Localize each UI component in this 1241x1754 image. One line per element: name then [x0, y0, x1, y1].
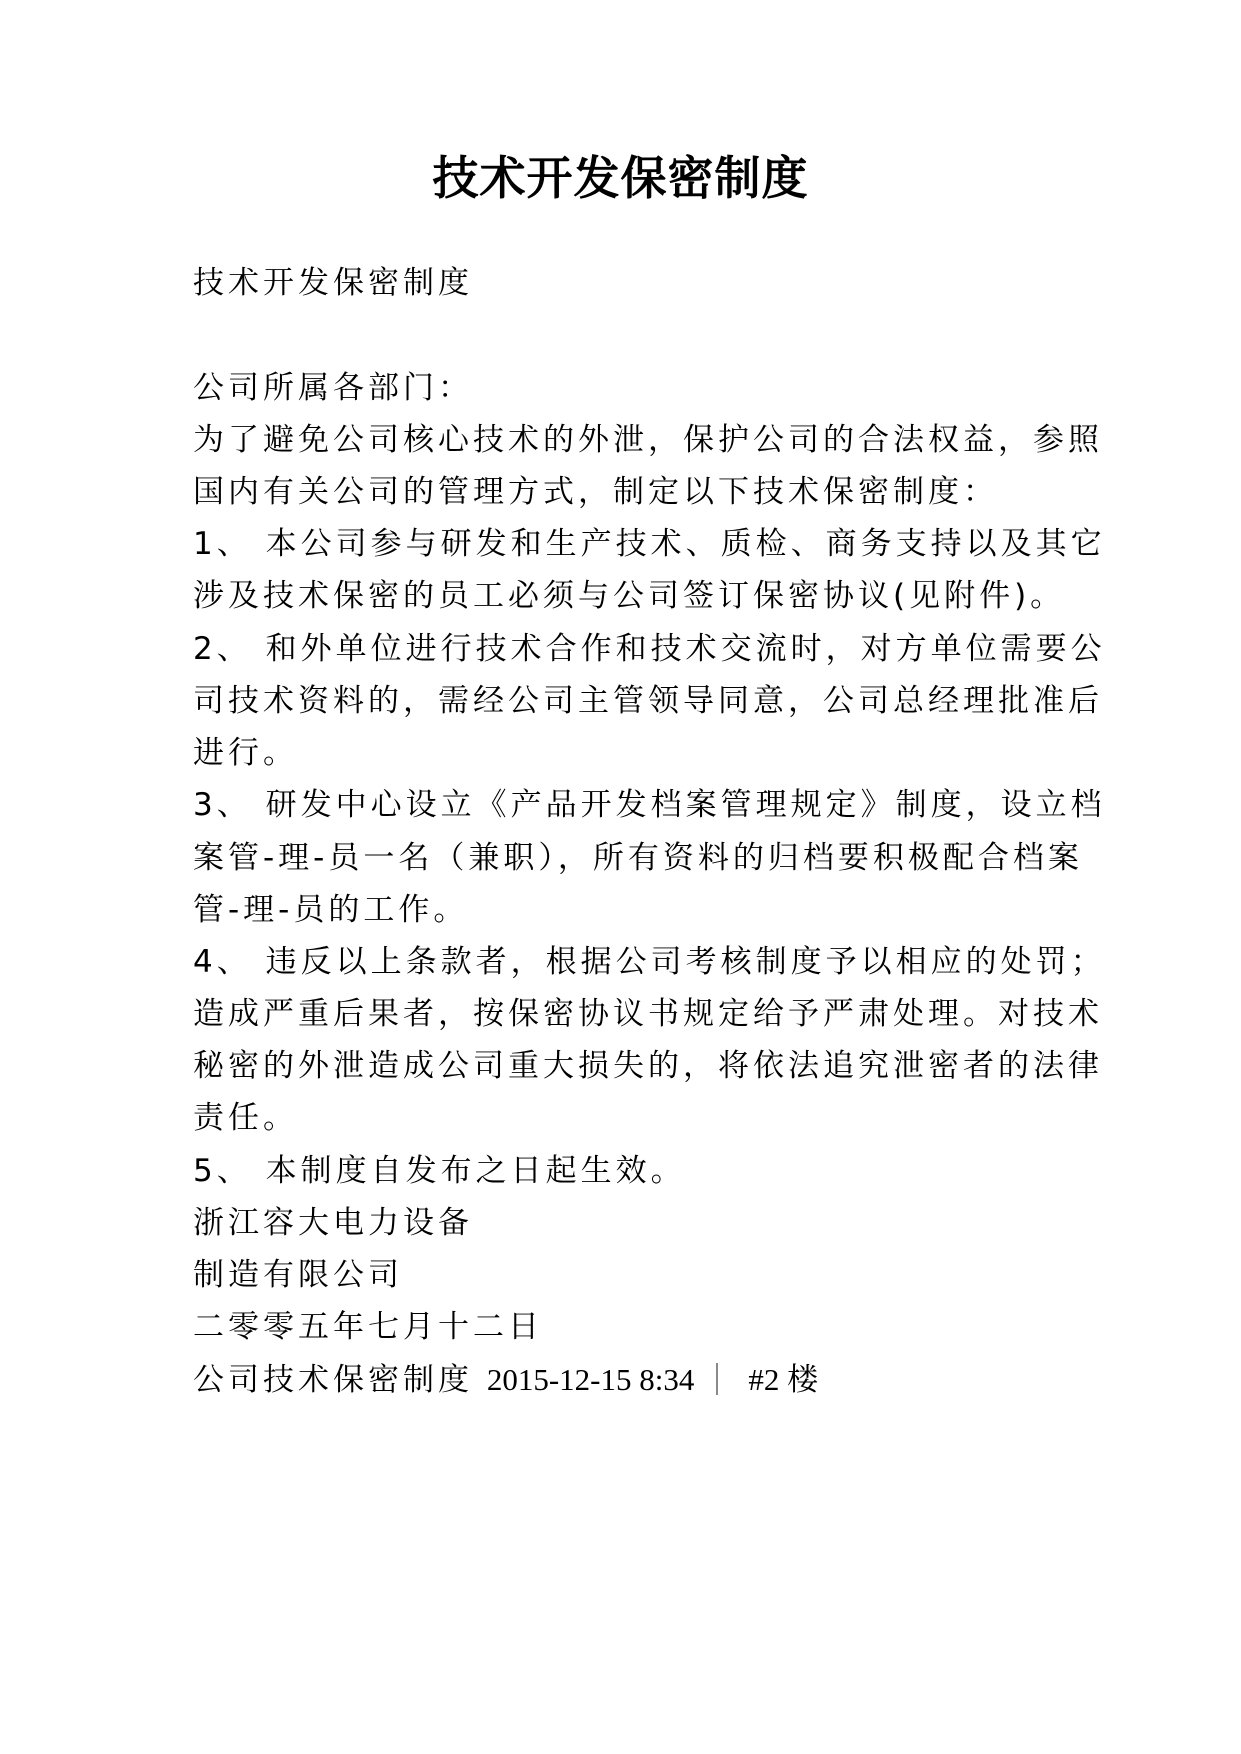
signature-company-line: 制造有限公司	[193, 1257, 403, 1293]
signature-date: 二零零五年七月十二日	[193, 1309, 543, 1345]
post-floor: #2 楼	[748, 1362, 819, 1397]
post-footer-label: 公司技术保密制度	[193, 1362, 473, 1398]
clause-3-line: 管-理-员的工作。	[193, 892, 469, 928]
clause-4-line: 秘密的外泄造成公司重大损失的，将依法追究泄密者的法律	[193, 1048, 1103, 1084]
clause-4-line: 责任。	[193, 1100, 298, 1136]
footer-separator	[716, 1363, 718, 1395]
clause-1-line: 涉及技术保密的员工必须与公司签订保密协议(见附件)。	[193, 578, 1066, 614]
post-footer	[193, 1360, 1063, 1400]
clause-4-line: 造成严重后果者，按保密协议书规定给予严肃处理。对技术	[193, 996, 1103, 1032]
body-line-addressee: 公司所属各部门：	[193, 370, 473, 406]
clause-2-line: 2、 和外单位进行技术合作和技术交流时，对方单位需要公	[193, 631, 1106, 667]
clause-2-line: 司技术资料的，需经公司主管领导同意，公司总经理批准后	[193, 683, 1103, 719]
clause-4-line: 4、 违反以上条款者，根据公司考核制度予以相应的处罚；	[193, 944, 1106, 980]
post-timestamp: 2015-12-15 8:34	[486, 1362, 695, 1397]
body-line: 国内有关公司的管理方式，制定以下技术保密制度：	[193, 474, 998, 510]
document-title: 技术开发保密制度	[432, 151, 809, 205]
clause-5-line: 5、 本制度自发布之日起生效。	[193, 1153, 686, 1189]
clause-3-line: 案管-理-员一名（兼职），所有资料的归档要积极配合档案	[193, 840, 1083, 876]
clause-2-line: 进行。	[193, 735, 298, 771]
clause-3-line: 3、 研发中心设立《产品开发档案管理规定》制度，设立档	[193, 787, 1106, 823]
clause-1-line: 1、 本公司参与研发和生产技术、质检、商务支持以及其它	[193, 526, 1106, 562]
signature-company-line: 浙江容大电力设备	[193, 1205, 473, 1241]
body-line: 为了避免公司核心技术的外泄，保护公司的合法权益，参照	[193, 422, 1103, 458]
document-subtitle: 技术开发保密制度	[193, 265, 473, 301]
